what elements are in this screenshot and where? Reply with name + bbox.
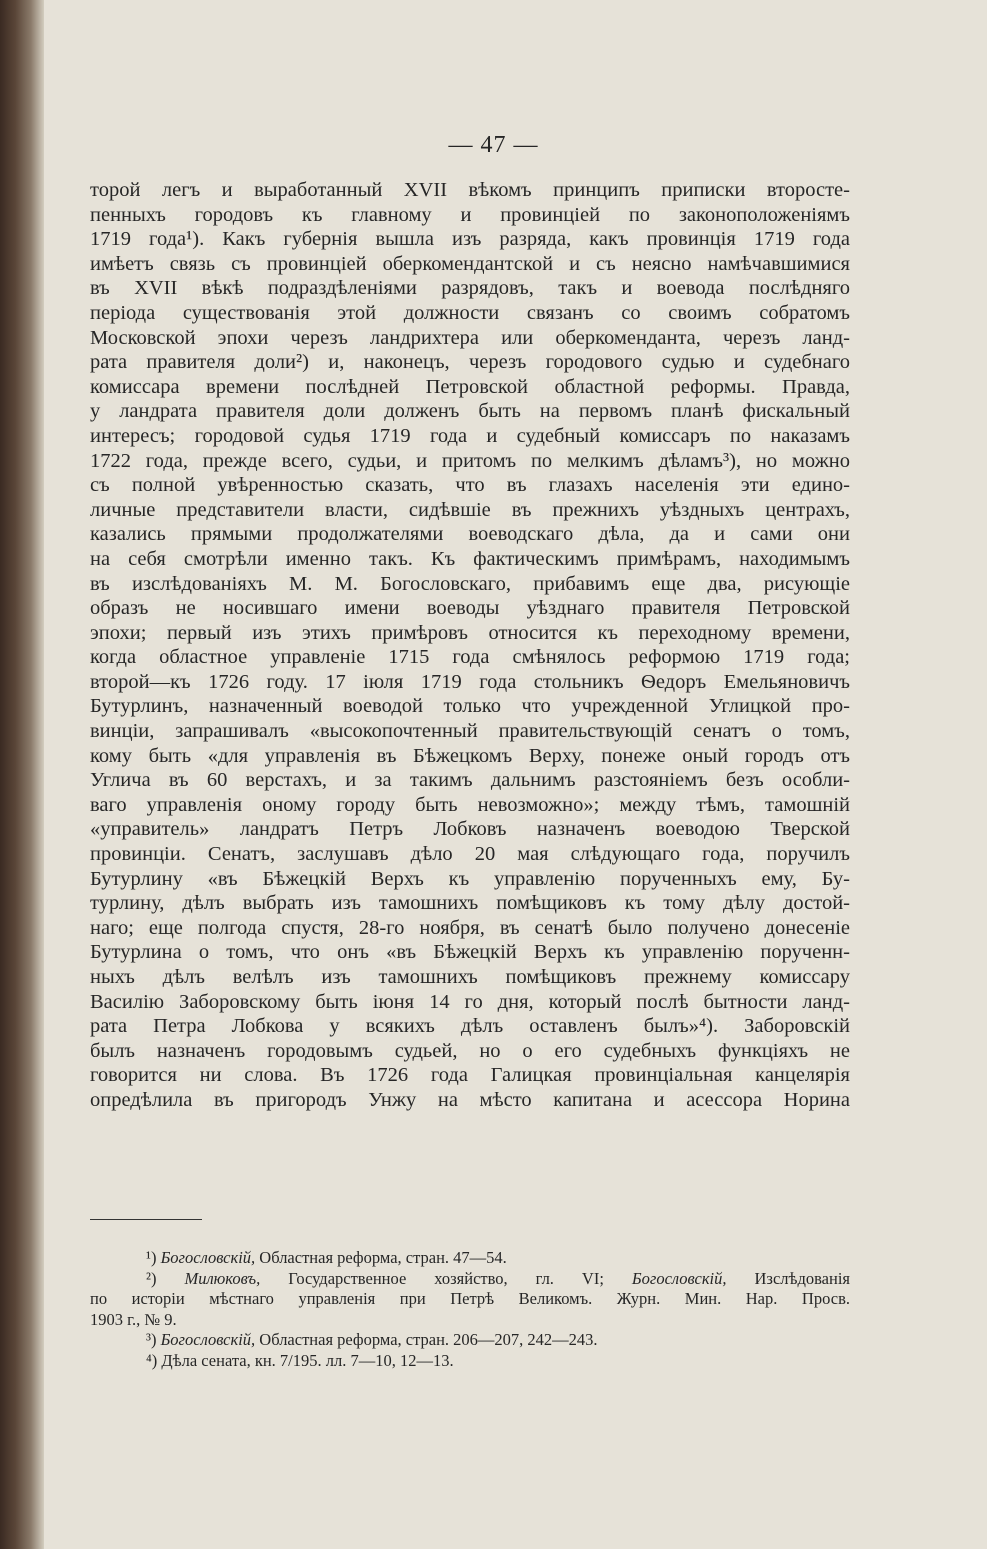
text-line: Бутурлину «въ Бѣжецкій Верхъ къ управленію порученныхъ ему, Бу- <box>90 867 850 890</box>
footnote-4: ⁴) Дѣла сената, кн. 7/195. лл. 7—10, 12—13. <box>146 1350 454 1370</box>
text-line: рата правителя доли²) и, наконецъ, черезъ городового судью и судебнаго <box>90 351 850 374</box>
body-text <box>90 178 850 1113</box>
book-binding-edge <box>0 0 44 1549</box>
text-line: казались прямыми продолжателями воеводскаго дѣла, да и сами они <box>90 523 850 546</box>
text-line: опредѣлила въ пригородъ Унжу на мѣсто капитана и асессора Норина <box>90 1088 850 1111</box>
text-line: Московской эпохи черезъ ландрихтера или оберкоменданта, черезъ ланд- <box>90 326 850 349</box>
text-line: ваго управленія оному городу быть невозможно»; между тѣмъ, тамошній <box>90 793 850 816</box>
text-line: періода существованія этой должности связанъ со своимъ собратомъ <box>90 301 850 324</box>
footnote-1: ¹) Богословскій, Областная реформа, стран. 47—54. <box>146 1248 507 1267</box>
text-line: интересъ; городовой судья 1719 года и судебный комиссаръ по наказамъ <box>90 424 850 447</box>
footnotes <box>90 1248 850 1371</box>
text-line: торой легъ и выработанный XVII вѣкомъ принципъ приписки второсте- <box>90 179 850 201</box>
text-line: у ландрата правителя доли долженъ быть на первомъ планѣ фискальный <box>90 400 850 423</box>
text-line: турлину, дѣлъ выбрать изъ тамошнихъ помѣщиковъ къ тому дѣлу достой- <box>90 892 850 915</box>
footnote-separator <box>90 1219 202 1220</box>
text-line: Василію Заборовскому быть іюня 14 го дня, который послѣ бытности ланд- <box>90 990 850 1013</box>
text-line: былъ назначенъ городовымъ судьей, но о его судебныхъ функціяхъ не <box>90 1039 850 1062</box>
text-line: образъ не носившаго имени воеводы уѣзднаго правителя Петровской <box>90 597 850 620</box>
text-line: винціи, запрашивалъ «высокопочтенный правительствующій сенатъ о томъ, <box>90 720 850 743</box>
text-line: Бутурлинъ, назначенный воеводой только что учрежденной Углицкой про- <box>90 695 850 718</box>
text-line: 1722 года, прежде всего, судьи, и притомъ по мелкимъ дѣламъ³), но можно <box>90 449 850 472</box>
text-line: провинціи. Сенатъ, заслушавъ дѣло 20 мая слѣдующаго года, поручилъ <box>90 843 850 866</box>
text-line: пенныхъ городовъ къ главному и провинціей по законоположеніямъ <box>90 203 850 226</box>
text-line: комиссара времени послѣдней Петровской областной реформы. Правда, <box>90 375 850 398</box>
text-line: второй—къ 1726 году. 17 іюля 1719 года стольникъ Ѳедоръ Емельяновичъ <box>90 670 850 693</box>
text-line: говорится ни слова. Въ 1726 года Галицкая провинціальная канцелярія <box>90 1064 850 1087</box>
text-line: рата Петра Лобкова у всякихъ дѣлъ оставленъ былъ»⁴). Заборовскій <box>90 1015 850 1038</box>
text-line: Бутурлина о томъ, что онъ «въ Бѣжецкій Верхъ къ управленію порученн- <box>90 941 850 964</box>
text-line: когда областное управленіе 1715 года смѣнялось реформою 1719 года; <box>90 646 850 669</box>
text-line: наго; еще полгода спустя, 28-го ноября, въ сенатѣ было получено донесеніе <box>90 916 850 939</box>
text-line: въ изслѣдованіяхъ М. М. Богословскаго, прибавимъ еще два, рисующіе <box>90 572 850 595</box>
footnote-2: ²) Милюковъ, Государственное хозяйство, гл. VI; Богословскій, Изслѣдованія по исторіи мѣстнаго управленія при Петрѣ Великомъ. Журн. Мин. Нар. Просв. 1903 г., № 9. <box>90 1268 851 1329</box>
text-line: «управитель» ландратъ Петръ Лобковъ назначенъ воеводою Тверской <box>90 818 850 841</box>
text-line: 1719 года¹). Какъ губернія вышла изъ разряда, какъ провинція 1719 года <box>90 228 850 251</box>
text-line: кому быть «для управленія въ Бѣжецкомъ Верху, понеже оный городъ отъ <box>90 744 850 767</box>
text-line: личные представители власти, сидѣвшіе въ прежнихъ уѣздныхъ центрахъ, <box>90 498 850 521</box>
text-line: въ XVII вѣкѣ подраздѣленіями разрядовъ, такъ и воевода послѣдняго <box>90 277 850 300</box>
footnote-3: ³) Богословскій, Областная реформа, стран. 206—207, 242—243. <box>146 1330 598 1349</box>
text-line: эпохи; первый изъ этихъ примѣровъ относится къ переходному времени, <box>90 621 850 644</box>
page-number: — 47 — <box>448 132 539 158</box>
text-line: имѣетъ связь съ провинціей оберкомендантской и съ неясно намѣчавшимися <box>90 252 850 275</box>
text-line: на себя смотрѣли именно такъ. Къ фактическимъ примѣрамъ, находимымъ <box>90 547 850 570</box>
text-line: Углича въ 60 верстахъ, и за такимъ дальнимъ разстояніемъ безъ особли- <box>90 769 850 792</box>
text-line: съ полной увѣренностью сказать, что въ глазахъ населенія эти едино- <box>90 474 850 497</box>
text-line: ныхъ дѣлъ велѣлъ изъ тамошнихъ помѣщиковъ прежнему комиссару <box>90 966 850 988</box>
